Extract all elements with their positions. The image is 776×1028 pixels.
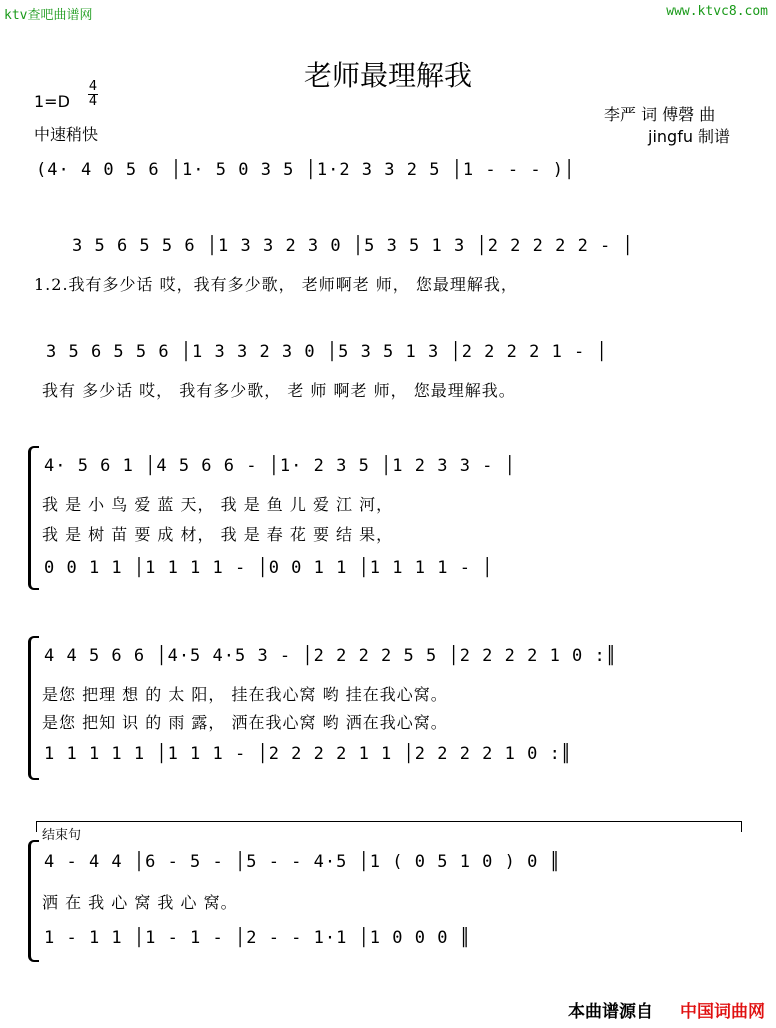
arranger-credit: jingfu 制谱 <box>648 127 731 146</box>
score-row-1-notes: 3 5 6 5 5 6 │1 3 3 2 3 0 │5 3 5 1 3 │2 2 2 2 2 - │ <box>72 236 634 256</box>
tempo-marking: 中速稍快 <box>34 125 99 144</box>
time-sig-bottom: 4 <box>88 94 98 109</box>
score-row-4-lyric-1: 是您 把理 想 的 太 阳， 挂在我心窝 哟 挂在我心窝。 <box>42 685 448 704</box>
time-signature <box>88 80 98 109</box>
watermark-left: ktv查吧曲谱网 <box>4 8 93 23</box>
authors-credit: 李严 词 傅磬 曲 <box>604 105 716 124</box>
score-row-4-lyric-2: 是您 把知 识 的 雨 露， 洒在我心窝 哟 洒在我心窝。 <box>42 713 448 732</box>
score-row-2-notes: 3 5 6 5 5 6 │1 3 3 2 3 0 │5 3 5 1 3 │2 2 2 2 1 - │ <box>46 342 608 362</box>
score-row-3-notes-lower: 0 0 1 1 │1 1 1 1 - │0 0 1 1 │1 1 1 1 - │ <box>44 558 494 578</box>
score-row-3-notes: 4· 5 6 1 │4 5 6 6 - │1· 2 3 5 │1 2 3 3 - │ <box>44 456 516 476</box>
system-brace <box>28 446 39 590</box>
system-brace <box>28 840 39 962</box>
score-row-5-lyric: 洒 在 我 心 窝 我 心 窝。 <box>42 893 238 912</box>
key-signature: 1=D <box>34 92 70 111</box>
ending-bracket <box>36 821 742 832</box>
footer-source-label: 本曲谱源自 <box>568 1002 653 1022</box>
score-row-1-lyric: 1.2.我有多少话 哎，我有多少歌， 老师啊老 师， 您最理解我， <box>34 275 518 294</box>
score-row-3-lyric-2: 我 是 树 苗 要 成 材， 我 是 春 花 要 结 果， <box>42 525 394 544</box>
ending-label: 结束句 <box>42 828 82 843</box>
score-row-5-notes: 4 - 4 4 │6 - 5 - │5 - - 4·5 │1 ( 0 5 1 0 ) 0 ║ <box>44 852 561 872</box>
system-brace <box>28 636 39 780</box>
score-row-5-notes-lower: 1 - 1 1 │1 - 1 - │2 - - 1·1 │1 0 0 0 ║ <box>44 928 471 948</box>
watermark-right: www.ktvc8.com <box>666 4 768 19</box>
time-sig-top: 4 <box>88 79 98 94</box>
score-row-3-lyric-1: 我 是 小 鸟 爱 蓝 天， 我 是 鱼 儿 爱 江 河， <box>42 495 394 514</box>
score-row-4-notes-lower: 1 1 1 1 1 │1 1 1 - │2 2 2 2 1 1 │2 2 2 2 1 0 :║ <box>44 744 573 764</box>
score-row-2-lyric: 我有 多少话 哎， 我有多少歌， 老 师 啊老 师， 您最理解我。 <box>42 381 516 400</box>
page-title: 老师最理解我 <box>303 59 472 92</box>
score-row-intro: (4· 4 0 5 6 │1· 5 0 3 5 │1·2 3 3 2 5 │1 - - - )│ <box>36 160 576 180</box>
footer-site-link[interactable]: 中国词曲网 <box>680 1002 765 1022</box>
score-row-4-notes: 4 4 5 6 6 │4·5 4·5 3 - │2 2 2 2 5 5 │2 2 2 2 1 0 :║ <box>44 646 617 666</box>
